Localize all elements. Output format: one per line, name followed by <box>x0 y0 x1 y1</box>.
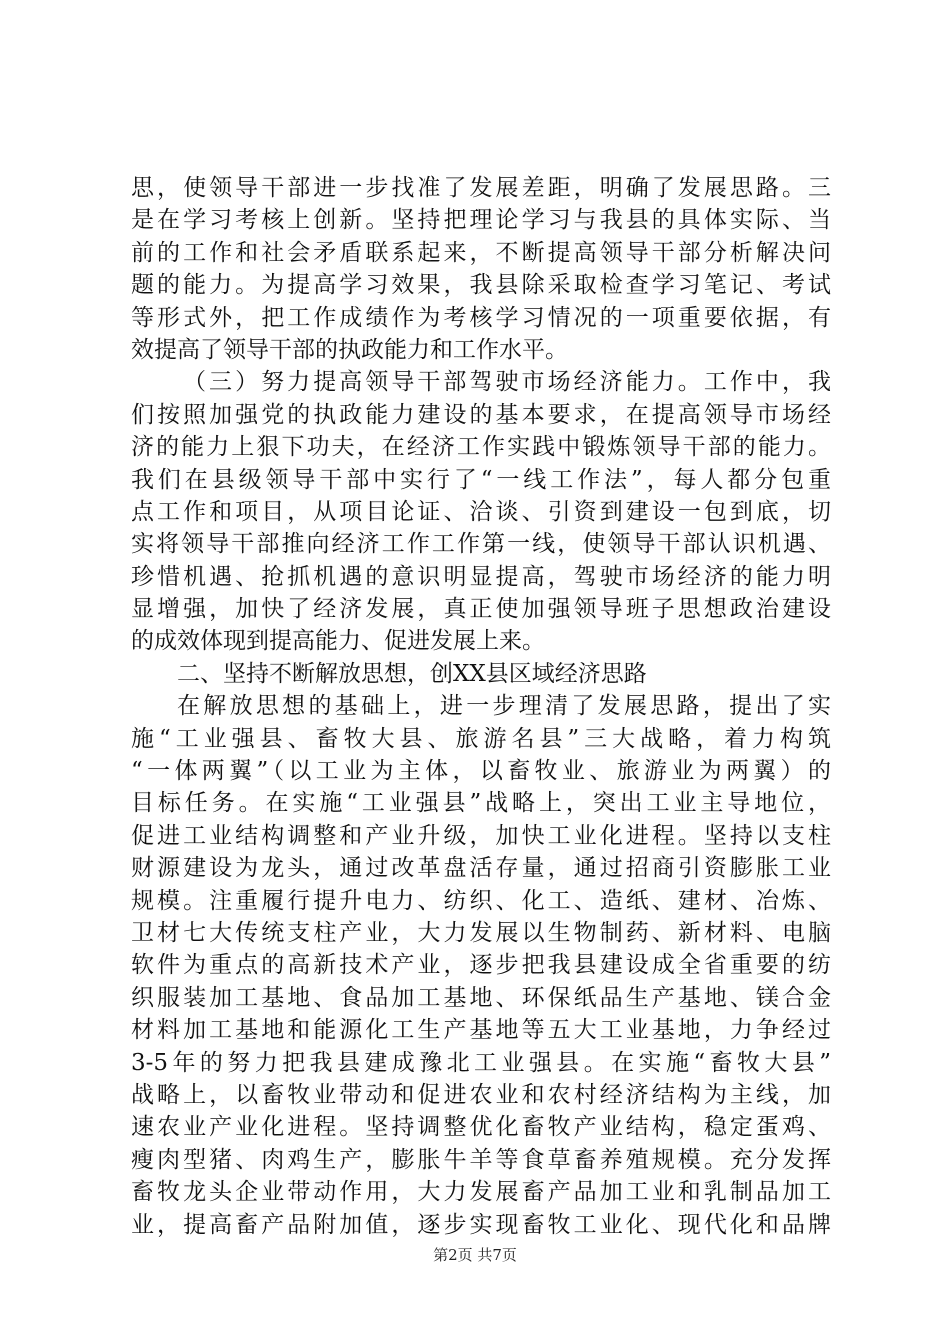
text-line: 点工作和项目，从项目论证、洽谈、引资到建设一包到底，切 <box>131 498 831 525</box>
text-line: 济的能力上狠下功夫，在经济工作实践中锻炼领导干部的能力。 <box>131 434 831 461</box>
text-line: 瘦肉型猪、肉鸡生产，膨胀牛羊等食草畜养殖规模。充分发挥 <box>131 1146 831 1173</box>
text-line: 等形式外，把工作成绩作为考核学习情况的一项重要依据，有 <box>131 304 831 331</box>
page-number-footer: 第2页 共7页 <box>433 1246 517 1264</box>
text-line: 前的工作和社会矛盾联系起来，不断提高领导干部分析解决问 <box>131 239 831 266</box>
text-line: 业，提高畜产品附加值，逐步实现畜牧工业化、现代化和品牌 <box>131 1211 831 1238</box>
text-line: 实将领导干部推向经济工作工作第一线，使领导干部认识机遇、 <box>131 531 831 558</box>
text-line: 珍惜机遇、抢抓机遇的意识明显提高，驾驶市场经济的能力明 <box>131 563 831 590</box>
section-heading: 二、坚持不断解放思想，创XX县区域经济思路 <box>177 660 647 687</box>
paragraph-first-line: （三）努力提高领导干部驾驶市场经济能力。工作中，我 <box>183 369 831 396</box>
body-text <box>131 172 831 1241</box>
text-line: 显增强，加快了经济发展，真正使加强领导班子思想政治建设 <box>131 596 831 623</box>
text-line: 速农业产业化进程。坚持调整优化畜牧产业结构，稳定蛋鸡、 <box>131 1114 831 1141</box>
text-line: 题的能力。为提高学习效果，我县除采取检查学习笔记、考试 <box>131 272 831 299</box>
text-line: 卫材七大传统支柱产业，大力发展以生物制药、新材料、电脑 <box>131 919 831 946</box>
text-line: “一体两翼”（以工业为主体，以畜牧业、旅游业为两翼）的 <box>131 758 831 785</box>
text-line: 财源建设为龙头，通过改革盘活存量，通过招商引资膨胀工业 <box>131 855 831 882</box>
text-line: 施“工业强县、畜牧大县、旅游名县”三大战略，着力构筑 <box>131 725 831 752</box>
text-line: 3-5年的努力把我县建成豫北工业强县。在实施“畜牧大县” <box>131 1049 831 1076</box>
text-line: 软件为重点的高新技术产业，逐步把我县建设成全省重要的纺 <box>131 952 831 979</box>
paragraph-first-line: 在解放思想的基础上，进一步理清了发展思路，提出了实 <box>177 693 831 720</box>
text-line: 目标任务。在实施“工业强县”战略上，突出工业主导地位， <box>131 790 831 817</box>
text-line: 思，使领导干部进一步找准了发展差距，明确了发展思路。三 <box>131 175 831 201</box>
text-line: 是在学习考核上创新。坚持把理论学习与我县的具体实际、当 <box>131 207 831 234</box>
text-line: 们按照加强党的执政能力建设的基本要求，在提高领导市场经 <box>131 401 831 428</box>
text-line: 织服装加工基地、食品加工基地、环保纸品生产基地、镁合金 <box>131 984 831 1011</box>
text-line: 我们在县级领导干部中实行了“一线工作法”，每人都分包重 <box>131 466 831 493</box>
text-line: 材料加工基地和能源化工生产基地等五大工业基地，力争经过 <box>131 1017 831 1044</box>
text-line: 规模。注重履行提升电力、纺织、化工、造纸、建材、冶炼、 <box>131 887 831 914</box>
text-line: 效提高了领导干部的执政能力和工作水平。 <box>131 336 568 363</box>
text-line: 促进工业结构调整和产业升级，加快工业化进程。坚持以支柱 <box>131 822 831 849</box>
text-line: 畜牧龙头企业带动作用，大力发展畜产品加工业和乳制品加工 <box>131 1179 831 1206</box>
text-line: 战略上，以畜牧业带动和促进农业和农村经济结构为主线，加 <box>131 1081 831 1108</box>
text-line: 的成效体现到提高能力、促进发展上来。 <box>131 628 545 655</box>
